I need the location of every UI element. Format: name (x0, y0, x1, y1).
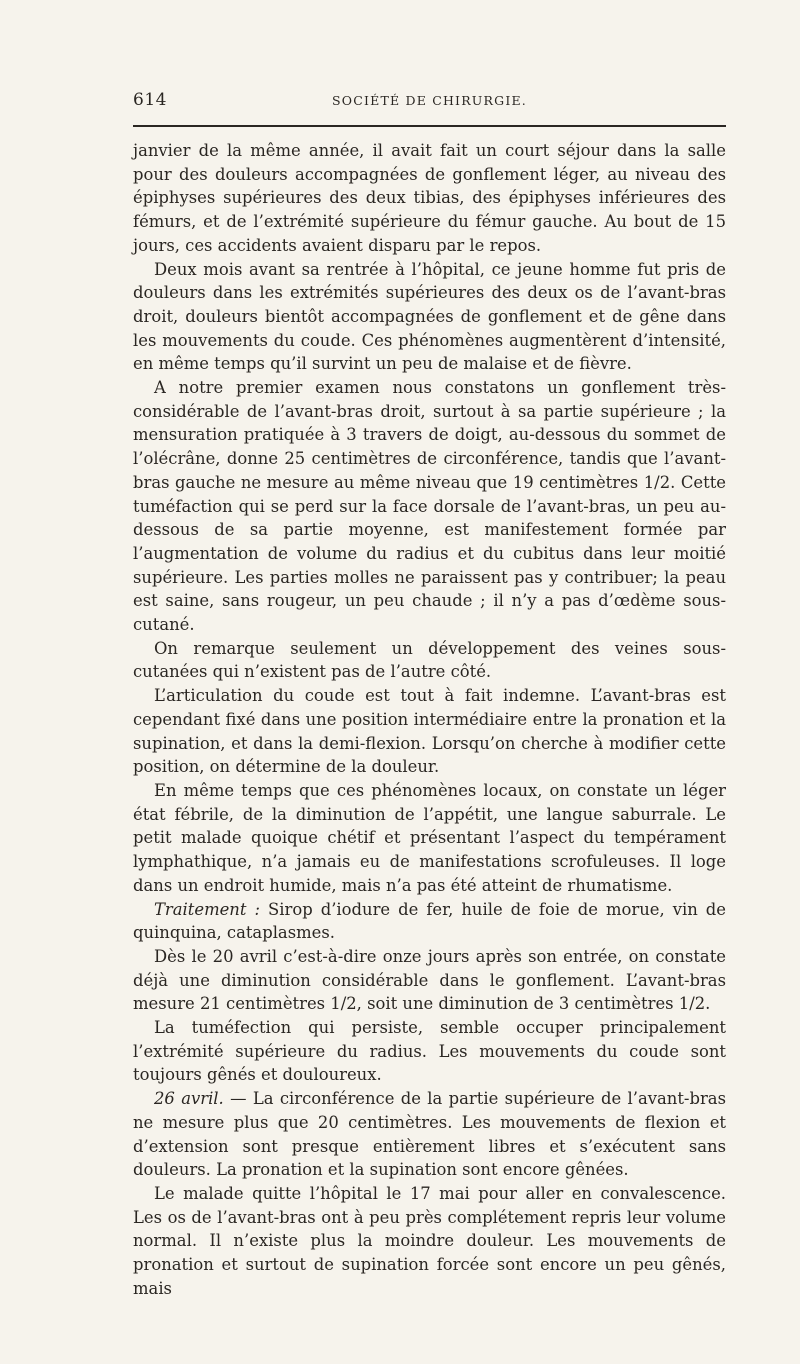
paragraph-9: La tuméfection qui persiste, semble occuper principalement l’extrémité supérieure du radius. Les mouvements du coude sont toujours gênés et douloureux. (133, 1018, 726, 1085)
page-number: 614 (133, 90, 167, 110)
treatment-text: Sirop d’iodure de fer, huile de foie de morue, vin de quinquina, cataplasmes. (133, 899, 726, 943)
paragraph-5: L’articulation du coude est tout à fait indemne. L’avant-bras est cependant fixé dans une position intermédiaire entre la pronation et la supination, et dans la demi-flexion. Lorsqu’on cherche à modifier cette position, on détermine de la douleur. (133, 686, 726, 777)
header-rule (133, 125, 726, 127)
paragraph-2: Deux mois avant sa rentrée à l’hôpital, ce jeune homme fut pris de douleurs dans les extrémités supérieures des deux os de l’avant-bras droit, douleurs bientôt accompagnées de gonflement et de gêne dans les mouvements du coude. Ces phénomènes augmentèrent d’intensité, en même temps qu’il survint un peu de malaise et de fièvre. (133, 259, 726, 374)
date-entry-text: — La circonférence de la partie supérieure de l’avant-bras ne mesure plus que 20 centimètres. Les mouvements de flexion et d’extension sont presque entièrement libres et s’exécutent sans douleurs. La pronation et la supination sont encore gênées. (133, 1089, 726, 1180)
paragraph-10 (133, 1087, 726, 1182)
date-label: 26 avril. (154, 1089, 224, 1109)
paragraph-3: A notre premier examen nous constatons un gonflement très-considérable de l’avant-bras droit, surtout à sa partie supérieure ; la mensuration pratiquée à 3 travers de doigt, au-dessous du sommet de l’olécrâne, donne 25 centimètres de circonférence, tandis que l’avant-bras gauche ne mesure au même niveau que 19 centimètres 1/2. Cette tuméfaction qui se perd sur la face dorsale de l’avant-bras, un peu au-dessous de sa partie moyenne, est manifestement formée par l’augmentation de volume du radius et du cubitus dans leur moitié supérieure. Les parties molles ne paraissent pas y contribuer; la peau est saine, sans rougeur, un peu chaude ; il n’y a pas d’œdème sous-cutané. (133, 378, 726, 635)
paragraph-8: Dès le 20 avril c’est-à-dire onze jours après son entrée, on constate déjà une diminution considérable dans le gonflement. L’avant-bras mesure 21 centimètres 1/2, soit une diminution de 3 centimètres 1/2. (133, 946, 726, 1014)
paragraph-4: On remarque seulement un développement des veines sous-cutanées qui n’existent pas de l’autre côté. (133, 638, 726, 682)
running-head: SOCIÉTÉ DE CHIRURGIE. (332, 93, 527, 108)
paragraph-11: Le malade quitte l’hôpital le 17 mai pour aller en convalescence. Les os de l’avant-bras ont à peu près complétement repris leur volume normal. Il n’existe plus la moindre douleur. Les mouvements de pronation et surtout de supination forcée sont encore un peu gênés, mais (133, 1183, 726, 1298)
paragraph-6: En même temps que ces phénomènes locaux, on constate un léger état fébrile, de la diminution de l’appétit, une langue saburrale. Le petit malade quoique chétif et présentant l’aspect du tempérament lymphathique, n’a jamais eu de manifestations scrofuleuses. Il loge dans un endroit humide, mais n’a pas été atteint de rhumatisme. (133, 780, 726, 895)
paragraph-7 (133, 898, 726, 945)
page-header (133, 90, 726, 112)
paragraph-1: janvier de la même année, il avait fait un court séjour dans la salle pour des douleurs accompagnées de gonflement léger, au niveau des épiphyses supérieures des deux tibias, des épiphyses inférieures des fémurs, et de l’extrémité supérieure du fémur gauche. Au bout de 15 jours, ces accidents avaient disparu par le repos. (133, 141, 726, 255)
treatment-label: Traitement : (154, 899, 260, 919)
body-text (133, 139, 726, 1300)
